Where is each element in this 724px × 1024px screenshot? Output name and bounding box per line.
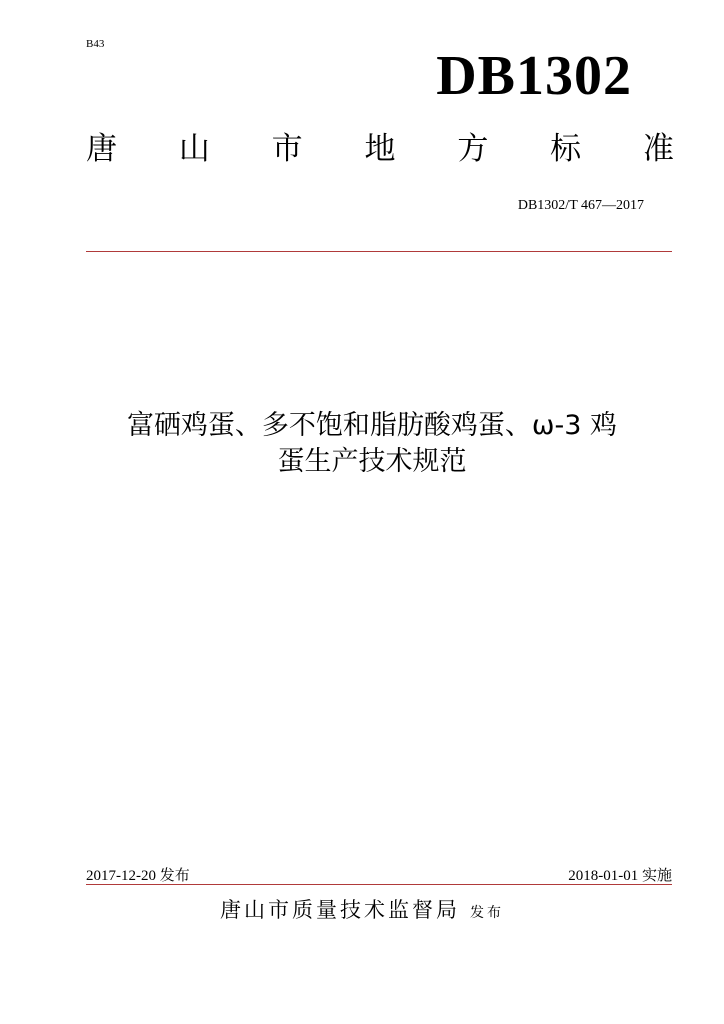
document-title xyxy=(70,408,674,480)
implementation-date: 2018-01-01 实施 xyxy=(568,868,672,884)
standard-type-char: 准 xyxy=(642,131,674,167)
standard-type-char: 标 xyxy=(550,131,582,167)
standard-type xyxy=(86,131,674,167)
standard-type-char: 唐 xyxy=(86,131,117,167)
classification-code: B43 xyxy=(86,38,105,50)
document-title-line-1: 富硒鸡蛋、多不饱和脂肪酸鸡蛋、ω-3 鸡 xyxy=(126,410,618,441)
standard-type-char: 地 xyxy=(364,131,396,167)
issuer-action: 发布 xyxy=(470,905,504,921)
footer-divider xyxy=(86,884,672,885)
standard-type-char: 方 xyxy=(457,131,489,167)
issue-date: 2017-12-20 发布 xyxy=(86,868,190,884)
standard-number: DB1302/T 467—2017 xyxy=(517,198,644,213)
standard-code: DB1302 xyxy=(436,45,632,107)
standard-type-char: 市 xyxy=(271,131,303,167)
document-title-line-2: 蛋生产技术规范 xyxy=(277,446,467,477)
issuer-line xyxy=(0,900,724,921)
issuer-name: 唐山市质量技术监督局 xyxy=(220,898,460,922)
header-divider xyxy=(86,251,672,252)
standard-type-char: 山 xyxy=(178,131,210,167)
